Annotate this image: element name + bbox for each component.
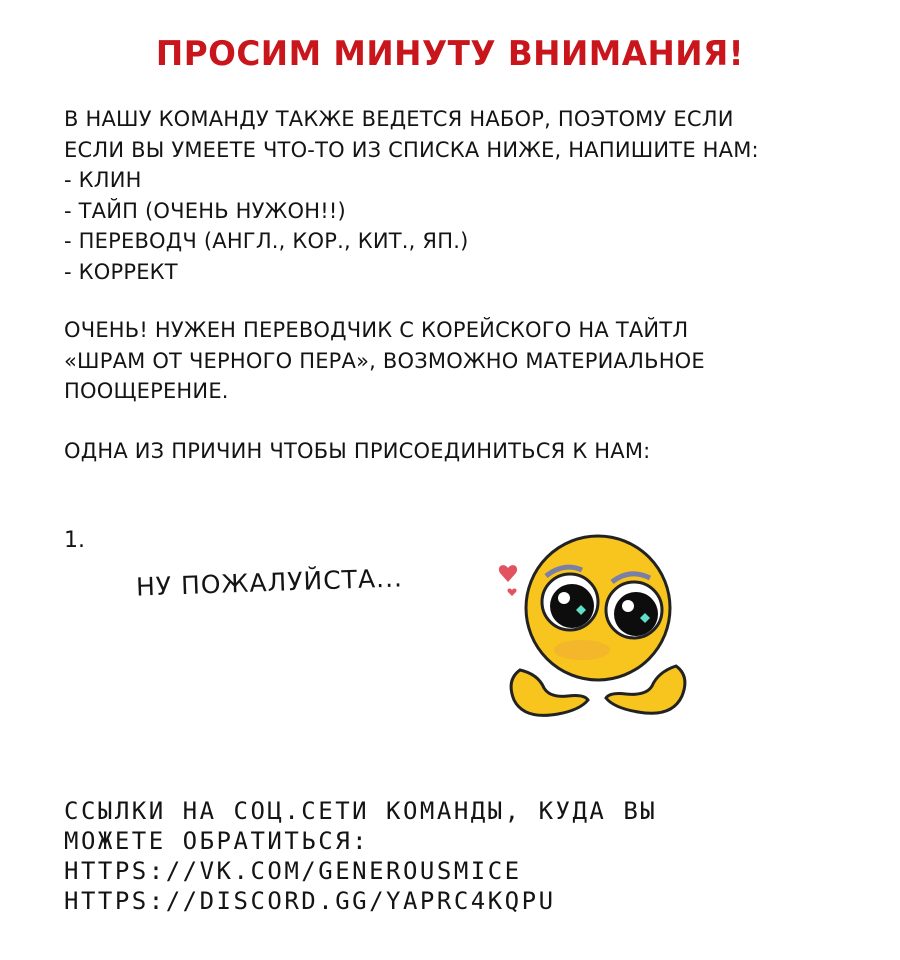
- notice-line: В НАШУ КОМАНДУ ТАКЖЕ ВЕДЕТСЯ НАБОР, ПОЭТОМУ ЕСЛИ: [64, 107, 734, 131]
- links-heading: МОЖЕТЕ ОБРАТИТЬСЯ:: [64, 827, 370, 855]
- notice-line: ЕСЛИ ВЫ УМЕЕТЕ ЧТО-ТО ИЗ СПИСКА НИЖЕ, НАПИШИТЕ НАМ:: [64, 137, 759, 162]
- recruitment-notice: [64, 104, 844, 287]
- request-line: «ШРАМ ОТ ЧЕРНОГО ПЕРА», ВОЗМОЖНО МАТЕРИАЛЬНОЕ: [64, 348, 705, 373]
- list-item: - КЛИН: [64, 168, 142, 192]
- discord-link[interactable]: HTTPS://DISCORD.GG/YAPRC4KQPU: [64, 887, 556, 915]
- request-line: ПООЩЕРЕНИЕ.: [64, 379, 229, 403]
- page-title: ПРОСИМ МИНУТУ ВНИМАНИЯ!: [155, 34, 745, 74]
- translator-request: [64, 315, 844, 407]
- reason-heading: ОДНА ИЗ ПРИЧИН ЧТОБЫ ПРИСОЕДИНИТЬСЯ К НАМ:: [64, 439, 651, 463]
- list-item: - КОРРЕКТ: [64, 259, 178, 284]
- heart-icon: [507, 589, 516, 596]
- links-heading: ССЫЛКИ НА СОЦ.СЕТИ КОМАНДЫ, КУДА ВЫ: [64, 797, 658, 825]
- list-item: - ПЕРЕВОДЧ (АНГЛ., КОР., КИТ., ЯП.): [64, 229, 469, 253]
- pleading-face-icon: [490, 520, 700, 740]
- reason-number: 1.: [64, 528, 85, 553]
- heart-icon: [499, 565, 517, 582]
- reason-text: НУ ПОЖАЛУЙСТА...: [135, 563, 404, 602]
- request-line: ОЧЕНЬ! НУЖЕН ПЕРЕВОДЧИК С КОРЕЙСКОГО НА ТАЙТЛ: [64, 318, 689, 342]
- list-item: - ТАЙП (ОЧЕНЬ НУЖОН!!): [64, 198, 346, 223]
- social-links: [64, 796, 864, 916]
- vk-link[interactable]: HTTPS://VK.COM/GENEROUSMICE: [64, 857, 522, 885]
